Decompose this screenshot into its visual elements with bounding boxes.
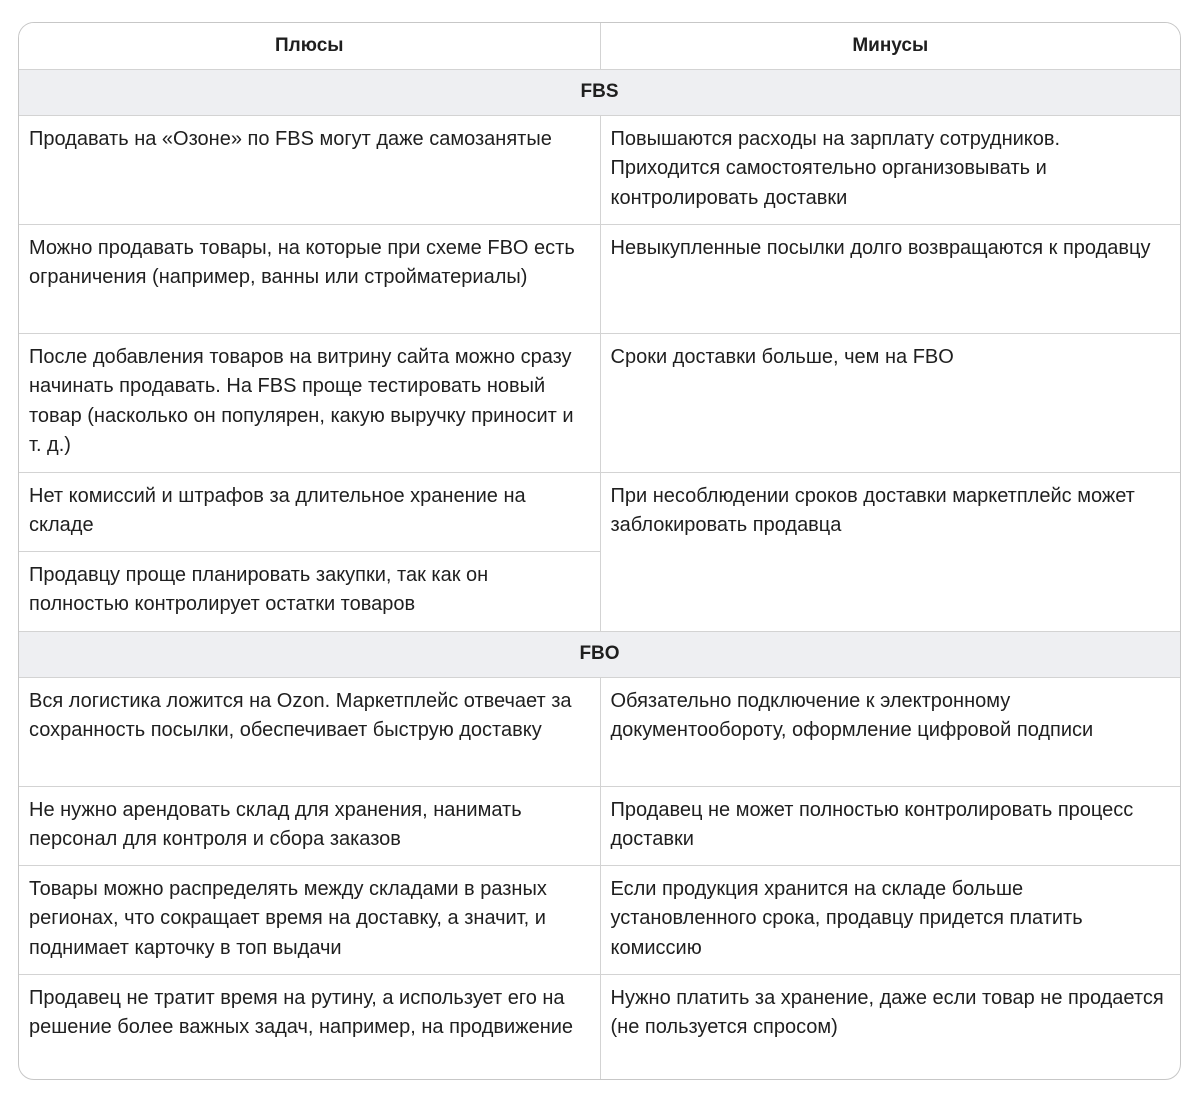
pros-cons-table xyxy=(19,23,1180,1080)
pro-cell: Товары можно распределять между складами в разных регионах, что сокращает время на доставку, а значит, и поднимает карточку в топ выдачи xyxy=(19,865,600,974)
pro-cell: Продавец не тратит время на рутину, а использует его на решение более важных задач, например, на продвижение xyxy=(19,974,600,1080)
con-cell: Если продукция хранится на складе больше установленного срока, продавцу придется платить комиссию xyxy=(600,865,1180,974)
comparison-table xyxy=(18,22,1181,1080)
pros-header: Плюсы xyxy=(19,23,600,69)
table-row xyxy=(19,115,1180,224)
header-row xyxy=(19,23,1180,69)
con-cell: Невыкупленные посылки долго возвращаются к продавцу xyxy=(600,224,1180,333)
pro-cell: Продавцу проще планировать закупки, так как он полностью контролирует остатки товаров xyxy=(19,551,600,631)
con-cell: Повышаются расходы на зарплату сотрудников. Приходится самостоятельно организовывать и контролировать доставки xyxy=(600,115,1180,224)
table-row xyxy=(19,786,1180,865)
pro-cell: Нет комиссий и штрафов за длительное хранение на складе xyxy=(19,472,600,551)
con-cell: Сроки доставки больше, чем на FBO xyxy=(600,333,1180,472)
table-row xyxy=(19,224,1180,333)
table-row xyxy=(19,472,1180,551)
pro-cell: Вся логистика ложится на Ozon. Маркетплейс отвечает за сохранность посылки, обеспечивает быструю доставку xyxy=(19,677,600,786)
con-cell: При несоблюдении сроков доставки маркетплейс может заблокировать продавца xyxy=(600,472,1180,631)
table-row xyxy=(19,333,1180,472)
pro-cell: Продавать на «Озоне» по FBS могут даже самозанятые xyxy=(19,115,600,224)
cons-header: Минусы xyxy=(600,23,1180,69)
con-cell: Обязательно подключение к электронному документообороту, оформление цифровой подписи xyxy=(600,677,1180,786)
section-row-fbo xyxy=(19,631,1180,677)
con-cell: Нужно платить за хранение, даже если товар не продается (не пользуется спросом) xyxy=(600,974,1180,1080)
table-row xyxy=(19,865,1180,974)
table-row xyxy=(19,974,1180,1080)
section-title-fbo: FBO xyxy=(19,631,1180,677)
pro-cell: Можно продавать товары, на которые при схеме FBO есть ограничения (например, ванны или стройматериалы) xyxy=(19,224,600,333)
section-row-fbs xyxy=(19,69,1180,115)
pro-cell: Не нужно арендовать склад для хранения, нанимать персонал для контроля и сбора заказов xyxy=(19,786,600,865)
pro-cell: После добавления товаров на витрину сайта можно сразу начинать продавать. На FBS проще тестировать новый товар (насколько он популярен, какую выручку приносит и т. д.) xyxy=(19,333,600,472)
table-row xyxy=(19,677,1180,786)
con-cell: Продавец не может полностью контролировать процесс доставки xyxy=(600,786,1180,865)
section-title-fbs: FBS xyxy=(19,69,1180,115)
